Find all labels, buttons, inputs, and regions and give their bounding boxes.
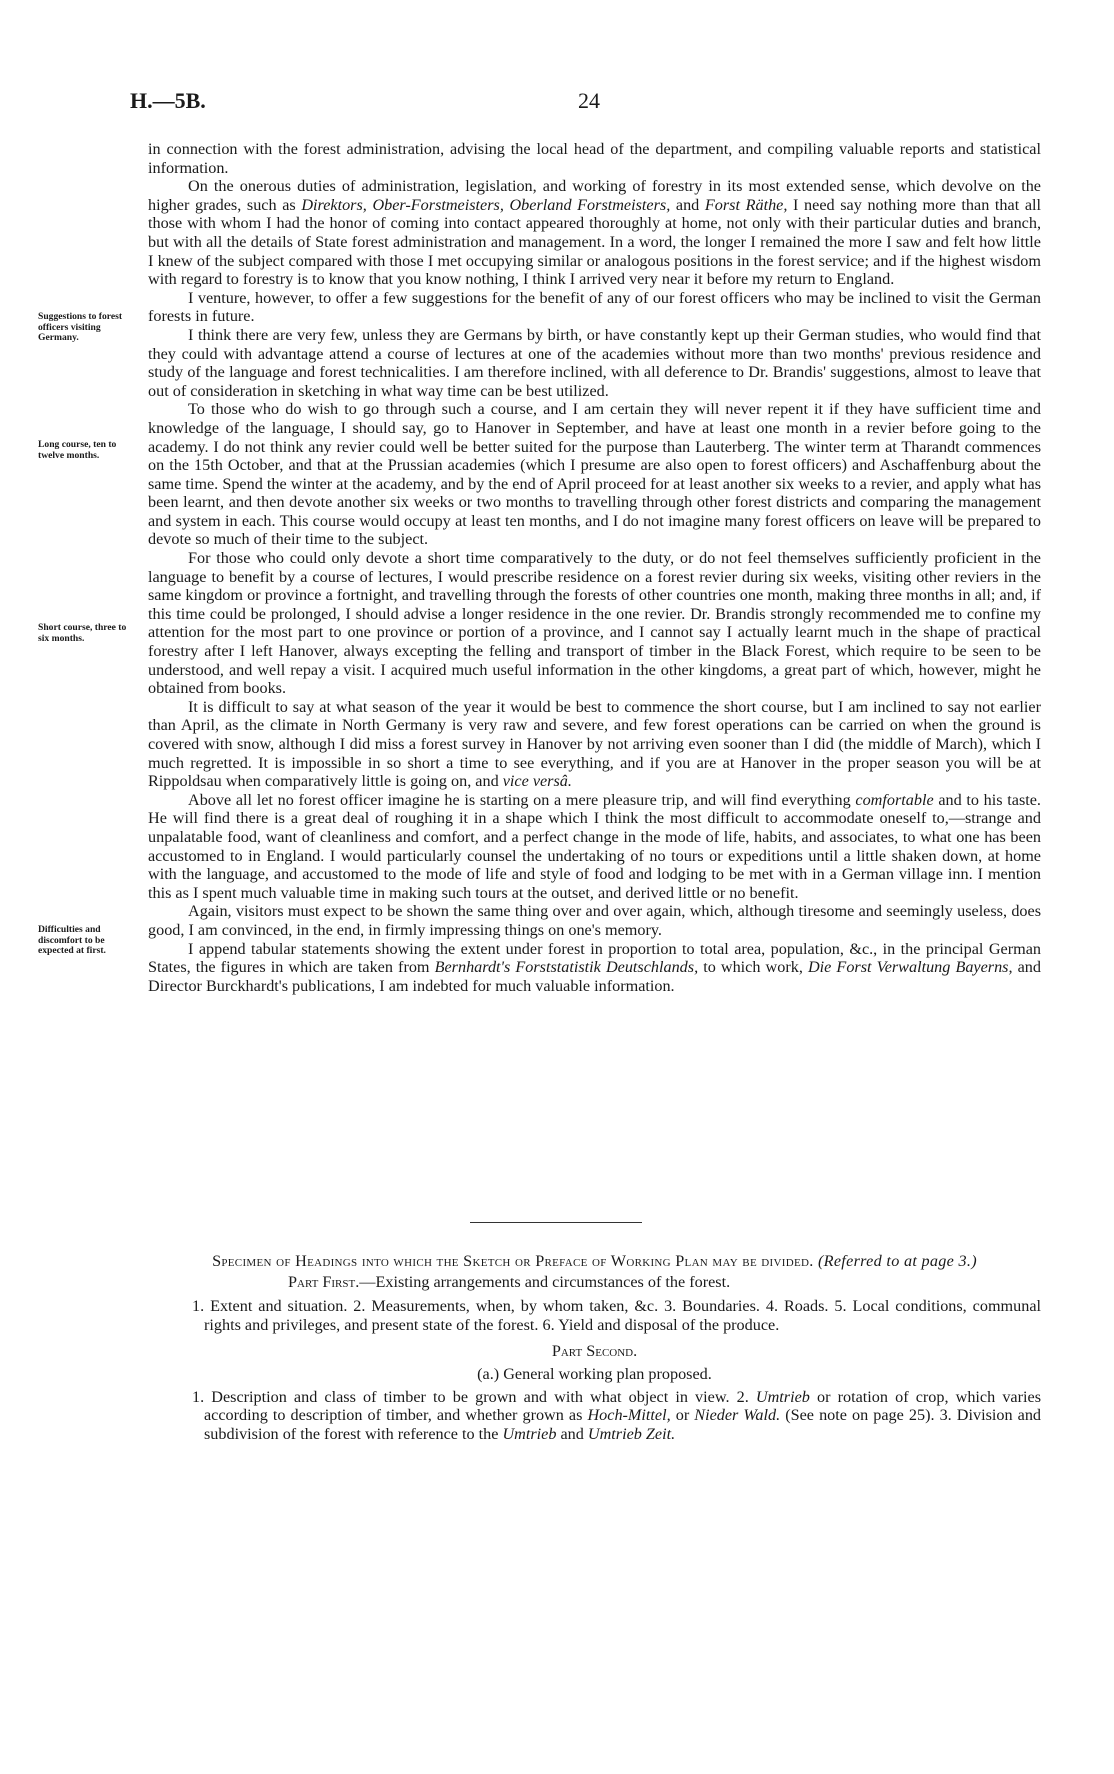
margin-note-short-course: Short course, three to six months.	[38, 622, 127, 644]
paragraph: I venture, however, to offer a few suggestions for the benefit of any of our forest officers who may be inclined to visit the German forests in future.	[148, 288, 1041, 326]
paragraph: To those who do wish to go through such a course, and I am certain they will never repent it if they have sufficient time and knowledge of the language, I should say, go to Hanover in September, and have at least one month in a revier before going to the academy. I do not think any revier could well be better suited for the purpose than Lauterberg. The winter term at Tharandt commences on the 15th October, and that at the Prussian academies (which I presume are also open to forest officers) and Aschaffenburg about the same time. Spend the winter at the academy, and by the end of April proceed for at least another six weeks to a revier, and apply what has been learnt, and then devote another six weeks or two months to travelling through other forest districts and comparing the management and system in each. This course would occupy at least ten months, and I do not imagine many forest officers on leave will be prepared to devote so much of their time to the subject.	[148, 400, 1041, 549]
section-divider	[470, 1222, 642, 1223]
page-number: 24	[578, 88, 600, 113]
paragraph: It is difficult to say at what season of the year it would be best to commence the short course, but I am inclined to say not earlier than April, as the climate in North Germany is very raw and severe, and few forest operations can be carried on when the ground is covered with snow, although I did miss a forest survey in Hanover by not arriving even sooner than I did (the middle of March), which I much regretted. It is impossible in so short a time to see everything, and if you are at Hanover in the proper season you will be at Rippoldsau when comparatively little is going on, and vice versâ.	[148, 697, 1041, 791]
specimen-heading: Specimen of Headings into which the Sketch or Preface of Working Plan may be divided. (Referred to at page 3.)	[212, 1252, 977, 1270]
part-second-heading: Part Second.	[551, 1342, 638, 1361]
page-header-ref: H.—5B.	[130, 88, 206, 113]
margin-note-long-course: Long course, ten to twelve months.	[38, 439, 117, 461]
part-second-items: 1. Description and class of timber to be grown and with what object in view. 2. Umtrieb or rotation of crop, which varies according to description of timber, and whether grown as Hoch-Mittel, or Nieder Wald. (See note on page 25). 3. Division and subdivision of the forest with reference to the Umtrieb and Umtrieb Zeit.	[192, 1387, 1042, 1443]
paragraph: For those who could only devote a short time comparatively to the duty, or do not feel themselves sufficiently proficient in the language to benefit by a course of lectures, I would prescribe residence on a forest revier during six weeks, visiting other reviers in the same kingdom or province a fortnight, and travelling through the forests of other countries one month, making three months in all; and, if this time could be prolonged, I should advise a longer residence in the one revier. Dr. Brandis strongly recommended me to confine my attention for the most part to one province or portion of a province, and I cannot say I actually learnt much in the shape of practical forestry after I left Hanover, always excepting the felling and transport of timber in the Black Forest, which require to be seen to be understood, and well repay a visit. I acquired much useful information in the other kingdoms, a great part of which, however, might he obtained from books.	[148, 549, 1041, 698]
part-first-items: 1. Extent and situation. 2. Measurements, when, by whom taken, &c. 3. Boundaries. 4. Roads. 5. Local conditions, communal rights and privileges, and present state of the forest. 6. Yield and disposal of the produce.	[192, 1297, 1041, 1334]
specimen-section	[148, 1252, 1041, 1451]
body-text	[148, 140, 1041, 995]
paragraph: Above all let no forest officer imagine he is starting on a mere pleasure trip, and will find everything comfortable and to his taste. He will find there is a great deal of roughing it in a shape which I think the most difficult to accommodate oneself to,—strange and unpalatable food, want of cleanliness and comfort, and a perfect change in the mode of life, habits, and associates, to what one has been accustomed to in England. I would particularly counsel the undertaking of no tours or expeditions until a little shaken down, at home with the language, and accustomed to the mode of life and style of food and lodging to be met with in a German village inn. I mention this as I spent much valuable time in making such tours at the outset, and derived little or no benefit.	[148, 790, 1041, 902]
paragraph: I think there are very few, unless they are Germans by birth, or have constantly kept up their German studies, who would find that they could with advantage attend a course of lectures at one of the academies without more than two months' previous residence and study of the language and forest technicalities. I am therefore inclined, with all deference to Dr. Brandis' suggestions, almost to leave that out of consideration in sketching in what way time can be best utilized.	[148, 325, 1041, 400]
part-first-heading: Part First.—Existing arrangements and circumstances of the forest.	[288, 1272, 731, 1291]
paragraph: I append tabular statements showing the extent under forest in proportion to total area, population, &c., in the principal German States, the figures in which are taken from Bernhardt's Forststatistik Deutschlands, to which work, Die Forst Verwaltung Bayerns, and Director Burckhardt's publications, I am indebted for much valuable information.	[148, 939, 1041, 995]
paragraph: in connection with the forest administration, advising the local head of the department, and compiling valuable reports and statistical information.	[148, 140, 1041, 177]
margin-note-suggestions: Suggestions to forest officers visiting Germany.	[38, 311, 123, 343]
paragraph: Again, visitors must expect to be shown the same thing over and over again, which, although tiresome and seemingly useless, does good, I am convinced, in the end, in firmly impressing things on one's memory.	[148, 902, 1041, 939]
part-second-subheading: (a.) General working plan proposed.	[477, 1364, 712, 1383]
paragraph: On the onerous duties of administration, legislation, and working of forestry in its most extended sense, which devolve on the higher grades, such as Direktors, Ober-Forstmeisters, Oberland Forstmeisters, and Forst Räthe, I need say nothing more than that all those with whom I had the honor of coming into contact appeared thoroughly at home, not only with their particular duties and branch, but with all the details of State forest administration and management. In a word, the longer I remained the more I saw and felt how little I knew of the subject compared with those I met occupying similar or analogous positions in the forest service; and if the highest wisdom with regard to forestry is to know that you know nothing, I think I arrived very near it before my return to England.	[148, 177, 1042, 289]
margin-note-difficulties: Difficulties and discomfort to be expected at first.	[38, 924, 106, 956]
